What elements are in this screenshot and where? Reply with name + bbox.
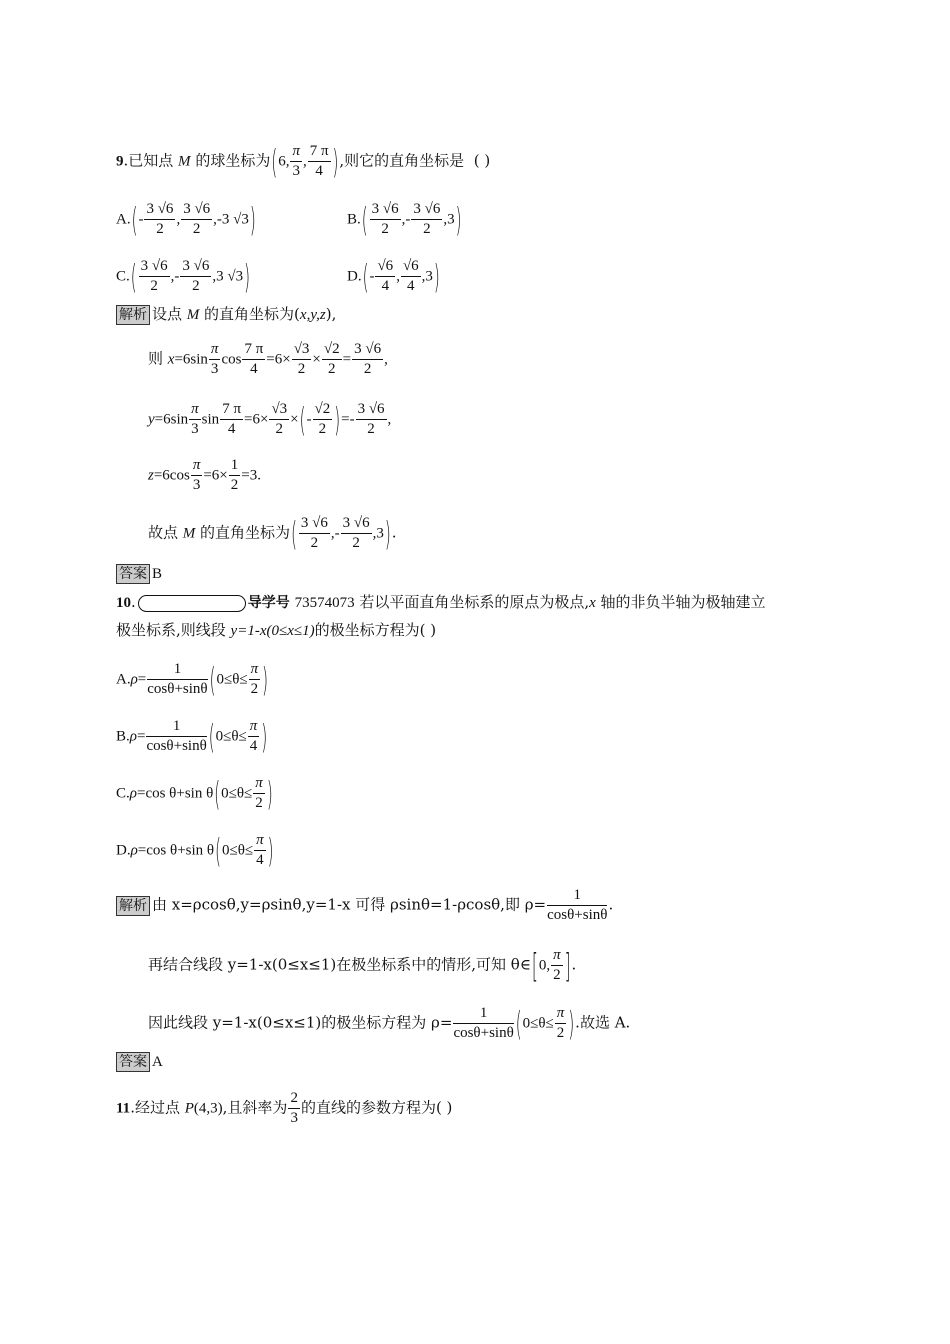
sol10-line2 — [148, 946, 576, 985]
sign: - — [369, 268, 375, 285]
paren: ) — [433, 256, 440, 297]
bracket: ] — [564, 945, 571, 986]
fraction — [292, 340, 312, 379]
numerator: 7 π — [220, 400, 243, 420]
denominator: 3 — [192, 477, 201, 493]
sign: - — [334, 525, 340, 542]
denominator: cosθ+sinθ — [453, 1025, 514, 1041]
paren: ) — [267, 830, 274, 871]
sign: - — [405, 211, 411, 228]
q10-option-c — [116, 774, 274, 813]
text: 的极坐标方程为( ) — [314, 621, 437, 639]
bracket: [ — [531, 945, 538, 986]
analysis-tag: 解析 — [116, 305, 150, 325]
coord-value: 6 — [278, 153, 286, 170]
sol9-conclusion — [148, 514, 397, 553]
denominator: 2 — [192, 278, 200, 294]
denominator: 4 — [381, 278, 390, 294]
answer-blank: ( ) — [473, 151, 491, 170]
comma: , — [401, 211, 406, 228]
denominator: 2 — [275, 421, 284, 437]
option-label: C. — [116, 268, 130, 285]
fraction — [249, 660, 261, 699]
fraction — [180, 257, 211, 296]
sol9-intro — [116, 304, 336, 325]
var: ρ — [129, 728, 137, 745]
q9-option-c — [116, 257, 251, 296]
numerator: 3 √6 — [352, 340, 383, 360]
analysis-tag: 解析 — [116, 896, 150, 916]
text: 设点 — [152, 305, 187, 323]
numerator: 1 — [547, 886, 607, 906]
numerator: π — [551, 946, 563, 966]
option-label: A. — [116, 671, 131, 688]
text: . — [571, 955, 577, 974]
denominator: 3 — [290, 1110, 298, 1126]
sol9-line-z — [148, 456, 261, 495]
var: ρ — [129, 785, 137, 802]
comma: , — [170, 268, 175, 285]
q11-number: 11 — [116, 1100, 131, 1117]
fraction — [288, 1089, 300, 1128]
paren: ) — [334, 399, 341, 440]
paren: ( — [131, 199, 138, 240]
var-m: M — [182, 525, 196, 542]
expr: =6cos — [153, 467, 190, 484]
text: .经过点 — [130, 1098, 185, 1117]
option-label: C. — [116, 785, 130, 802]
fraction — [313, 400, 333, 439]
op: = — [136, 785, 146, 802]
paren: ( — [271, 141, 278, 182]
var: ρ — [130, 671, 138, 688]
paren: ( — [515, 1003, 522, 1044]
paren: ( — [362, 256, 369, 297]
comma: , — [443, 211, 448, 228]
paren: ) — [384, 513, 391, 554]
guide-badge-shape — [138, 595, 246, 612]
sol9-answer — [116, 563, 162, 584]
expr: sin — [201, 411, 220, 428]
fraction — [146, 717, 206, 756]
fraction — [139, 257, 170, 296]
text: 的直角坐标为( — [199, 305, 300, 323]
sol9-line-x — [148, 340, 388, 379]
numerator: π — [555, 1004, 567, 1024]
op: = — [136, 728, 146, 745]
denominator: 2 — [367, 421, 375, 437]
fraction — [352, 340, 383, 379]
var: ρ — [130, 842, 138, 859]
expr: =6sin — [174, 351, 208, 368]
q10-option-b — [116, 717, 268, 756]
q10-stem-line2 — [116, 620, 436, 641]
comma: , — [387, 411, 392, 428]
var: y — [148, 411, 155, 428]
fraction — [147, 660, 207, 699]
fraction — [191, 456, 203, 495]
paren: ( — [208, 716, 215, 757]
expr: 0≤θ≤ — [221, 842, 254, 859]
numerator: 3 √6 — [341, 514, 372, 534]
numerator: 3 √6 — [299, 514, 330, 534]
denominator: 2 — [352, 535, 360, 551]
fraction — [401, 257, 421, 296]
comma: , — [212, 268, 217, 285]
sign: - — [174, 268, 180, 285]
numerator: 3 √6 — [181, 200, 212, 220]
fraction — [370, 200, 401, 239]
q9-text: 的球坐标为 — [190, 151, 271, 170]
fraction — [555, 1004, 567, 1043]
numerator: π — [254, 831, 266, 851]
numerator: π — [189, 400, 201, 420]
expr: 0≤θ≤ — [221, 785, 253, 802]
value: 3 — [447, 211, 455, 228]
numerator: 3 √6 — [370, 200, 401, 220]
sign: - — [216, 211, 222, 228]
numerator: π — [191, 456, 203, 476]
comma: , — [176, 211, 181, 228]
fraction — [547, 886, 607, 925]
denominator: 2 — [156, 221, 164, 237]
paren: ) — [568, 1003, 575, 1044]
text: 的直线的参数方程为( ) — [300, 1098, 453, 1117]
numerator: π — [248, 717, 260, 737]
paren: ( — [130, 256, 137, 297]
comma: , — [285, 153, 290, 170]
sign: - — [306, 411, 312, 428]
op: = — [137, 671, 147, 688]
numerator: 7 π — [308, 142, 331, 162]
q10-option-d — [116, 831, 275, 870]
denominator: 4 — [315, 163, 323, 179]
numerator: π — [253, 774, 265, 794]
numerator: π — [249, 660, 261, 680]
q9-option-b — [347, 200, 462, 239]
var: x — [167, 351, 175, 368]
fraction — [322, 340, 342, 379]
expr: =6× — [266, 351, 291, 368]
var-m: M — [178, 153, 191, 170]
fraction — [220, 400, 243, 439]
paren: ) — [455, 199, 462, 240]
paren: ) — [244, 256, 250, 297]
op: × — [312, 351, 321, 368]
paren: ( — [209, 659, 216, 700]
option-label: D. — [116, 842, 131, 859]
denominator: cosθ+sinθ — [146, 738, 207, 754]
text: . — [608, 895, 614, 914]
denominator: 2 — [318, 421, 327, 437]
comma: , — [384, 351, 388, 368]
text: 由 x=ρcosθ,y=ρsinθ,y=1-x 可得 ρsinθ=1-ρcosθ,即 ρ= — [152, 895, 547, 914]
numerator: π — [209, 340, 221, 360]
fraction — [209, 340, 221, 379]
sol10-line3 — [148, 1004, 630, 1043]
numerator: 7 π — [242, 340, 265, 360]
answer-value: A — [152, 1054, 163, 1070]
paren: ( — [361, 199, 368, 240]
denominator: 2 — [381, 221, 389, 237]
fraction — [248, 717, 260, 756]
denominator: 2 — [553, 967, 561, 983]
comma: , — [372, 525, 377, 542]
paren: ( — [299, 399, 306, 440]
denominator: 2 — [310, 535, 319, 551]
denominator: 2 — [255, 795, 263, 811]
guide-number: 73574073 — [294, 595, 355, 611]
denominator: 2 — [250, 681, 259, 697]
fraction — [181, 200, 212, 239]
numerator: √2 — [313, 400, 333, 420]
text: ), — [325, 305, 337, 323]
paren: ( — [214, 773, 221, 814]
denominator: cosθ+sinθ — [147, 681, 208, 697]
text: 因此线段 y=1-x(0≤x≤1)的极坐标方程为 ρ= — [148, 1013, 453, 1032]
op: = — [137, 842, 147, 859]
numerator: √2 — [322, 340, 342, 360]
expr: =6× — [203, 467, 228, 484]
numerator: 1 — [453, 1004, 513, 1024]
denominator: 2 — [192, 221, 201, 237]
numerator: √6 — [401, 257, 421, 277]
q9-text: .已知点 — [123, 151, 179, 170]
comma: , — [330, 525, 335, 542]
text: . — [391, 523, 397, 542]
fraction — [375, 257, 395, 296]
numerator: √3 — [269, 400, 289, 420]
denominator: 4 — [249, 738, 258, 754]
denominator: 2 — [556, 1025, 565, 1041]
numerator: 3 √6 — [139, 257, 170, 277]
fraction — [144, 200, 175, 239]
sign: - — [349, 411, 355, 428]
paren: ( — [215, 830, 221, 871]
paren: ) — [266, 773, 273, 814]
op: = — [341, 411, 350, 428]
text: 则 — [148, 349, 168, 368]
op: = — [342, 351, 352, 368]
sol9-line-y — [148, 400, 391, 439]
coords: (4,3) — [193, 1100, 223, 1117]
numerator: π — [290, 142, 302, 162]
expr: 0≤θ≤ — [522, 1015, 554, 1032]
op: × — [290, 411, 299, 428]
q10-stem-line1: 10. 导学号 73574073 若以平面直角坐标系的原点为极点,x 轴的非负半轴为极轴建立 — [116, 593, 766, 611]
denominator: 2 — [150, 278, 158, 294]
denominator: 3 — [210, 361, 219, 377]
text: 的直角坐标为 — [195, 523, 291, 542]
q9-stem — [116, 142, 490, 181]
expr: cos — [221, 351, 242, 368]
guide-label: 导学号 — [247, 595, 290, 611]
sol10-line1 — [116, 886, 613, 925]
q9-number: 9 — [116, 153, 124, 170]
text: 轴的非负半轴为极轴建立 — [595, 593, 766, 611]
fraction — [254, 831, 266, 870]
fraction — [453, 1004, 513, 1043]
text: 再结合线段 y=1-x(0≤x≤1)在极坐标系中的情形,可知 θ∈ — [148, 955, 531, 974]
numerator: 1 — [147, 660, 207, 680]
denominator: 2 — [423, 221, 431, 237]
denominator: 2 — [328, 361, 336, 377]
value: 3 — [425, 268, 433, 285]
paren: ( — [291, 513, 297, 554]
expr: sin — [170, 411, 189, 428]
paren: ) — [249, 199, 256, 240]
expr: =6× — [244, 411, 269, 428]
q10-option-a — [116, 660, 269, 699]
text: 极坐标系,则线段 — [116, 621, 231, 639]
paren: ) — [262, 659, 268, 700]
expr: y=1-x(0≤x≤1) — [230, 623, 315, 639]
paren: ) — [261, 716, 268, 757]
q10-number: 10 — [116, 595, 131, 611]
numerator: 3 √6 — [356, 400, 387, 420]
numerator: 3 √6 — [411, 200, 442, 220]
expr: 0≤θ≤ — [216, 671, 248, 688]
numerator: 1 — [229, 456, 241, 476]
q9-option-a — [116, 200, 257, 239]
denominator: 3 — [191, 421, 199, 437]
text: ,且斜率为 — [222, 1098, 288, 1117]
fraction — [356, 400, 387, 439]
option-label: D. — [347, 268, 362, 285]
fraction — [253, 774, 265, 813]
var: z — [148, 467, 154, 484]
fraction — [269, 400, 289, 439]
expr: cos θ+sin θ — [146, 842, 215, 859]
denominator: 4 — [407, 278, 415, 294]
denominator: 2 — [363, 361, 372, 377]
text: .故选 A. — [575, 1013, 631, 1032]
q9-option-d — [347, 257, 441, 296]
sign: - — [138, 211, 144, 228]
text: 故点 — [148, 523, 183, 542]
numerator: 1 — [146, 717, 206, 737]
fraction — [229, 456, 241, 495]
vars: x,y,z — [299, 307, 326, 323]
expr: =6 — [154, 411, 171, 428]
var-m: M — [186, 307, 200, 323]
q9-text: ,则它的直角坐标是 — [339, 151, 465, 170]
comma: , — [213, 211, 217, 228]
comma: , — [421, 268, 426, 285]
value: 3 √3 — [216, 268, 244, 285]
paren: ) — [332, 141, 339, 182]
denominator: 4 — [256, 852, 264, 868]
denominator: 3 — [292, 163, 300, 179]
fraction — [189, 400, 201, 439]
denominator: 4 — [250, 361, 258, 377]
option-label: B. — [347, 211, 361, 228]
numerator: 3 √6 — [180, 257, 211, 277]
denominator: 2 — [230, 477, 239, 493]
denominator: 4 — [227, 421, 236, 437]
q11-stem — [116, 1089, 452, 1128]
comma: , — [396, 268, 400, 285]
comma: , — [546, 957, 551, 974]
var: x — [589, 595, 596, 611]
text: 若以平面直角坐标系的原点为极点, — [354, 593, 590, 611]
expr: 0≤θ≤ — [215, 728, 247, 745]
denominator: 2 — [297, 361, 306, 377]
option-label: A. — [116, 211, 131, 228]
comma: , — [302, 153, 307, 170]
fraction — [290, 142, 302, 181]
option-label: B. — [116, 728, 130, 745]
fraction — [551, 946, 563, 985]
value: 3 — [376, 525, 384, 542]
expr: =3. — [241, 467, 261, 484]
value: 0 — [538, 957, 547, 974]
value: 3 √3 — [221, 211, 249, 228]
expr: cos θ+sin θ — [145, 785, 214, 802]
numerator: 2 — [288, 1089, 300, 1109]
denominator: cosθ+sinθ — [547, 907, 608, 923]
fraction — [299, 514, 330, 553]
fraction — [308, 142, 331, 181]
var: P — [184, 1100, 194, 1117]
numerator: √6 — [375, 257, 395, 277]
answer-value: B — [152, 566, 163, 582]
answer-tag: 答案 — [116, 564, 150, 584]
answer-tag: 答案 — [116, 1052, 150, 1072]
fraction — [411, 200, 442, 239]
sol10-answer — [116, 1051, 163, 1072]
numerator: 3 √6 — [144, 200, 175, 220]
fraction — [242, 340, 265, 379]
numerator: √3 — [292, 340, 312, 360]
fraction — [341, 514, 372, 553]
